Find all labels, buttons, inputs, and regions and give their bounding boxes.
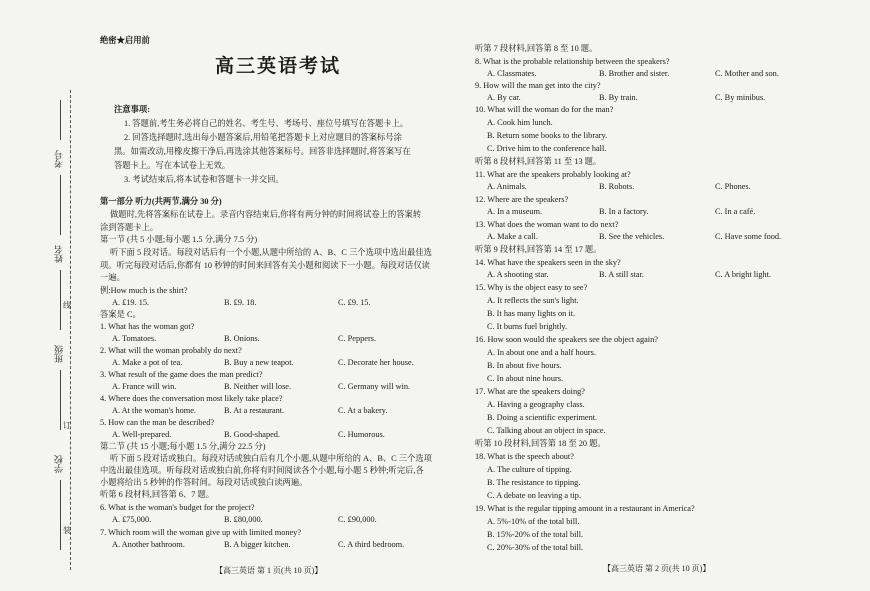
option: A. 5%-10% of the total bill. — [487, 517, 580, 526]
notice-line: 1. 答题前,考生务必将自己的姓名、考生号、考场号、座位号填写在答题卡上。 — [124, 119, 409, 128]
option: A. Animals. — [487, 182, 527, 191]
option: B. 15%-20% of the total bill. — [487, 530, 584, 539]
label-school: 学校 — [54, 455, 64, 473]
question: 1. What has the woman got? — [100, 322, 195, 331]
notice-line: 2. 回答选择题时,选出每小题答案后,用铅笔把答题卡上对应题目的答案标号涂 — [124, 133, 402, 142]
secret-label: 绝密★启用前 — [100, 36, 150, 45]
cut-line — [70, 90, 71, 570]
option: B. Robots. — [599, 182, 635, 191]
option: C. Peppers. — [338, 334, 377, 343]
page-footer: 【高三英语 第 2 页(共 10 页)】 — [603, 564, 711, 573]
option: C. Decorate her house. — [338, 358, 414, 367]
option: B. See the vehicles. — [599, 232, 665, 241]
option: C. In a café. — [715, 207, 756, 216]
option: C. Phones. — [715, 182, 751, 191]
question: 18. What is the speech about? — [475, 452, 574, 461]
option: A. In about one and a half hours. — [487, 348, 596, 357]
example-question: 例:How much is the shirt? — [100, 286, 188, 295]
option: C. A third bedroom. — [338, 540, 405, 549]
option: C. A debate on leaving a tip. — [487, 491, 582, 500]
option: A. In a museum. — [487, 207, 543, 216]
option: C. In about nine hours. — [487, 374, 564, 383]
option: A. Tomatoes. — [112, 334, 157, 343]
section2-intro: 小题将给出 5 秒钟的作答时间。每段对话或独白读两遍。 — [100, 478, 308, 487]
mark-bind: 订 — [63, 421, 71, 430]
section1-intro: 一遍。 — [100, 273, 125, 282]
question: 11. What are the speakers probably looking at? — [475, 170, 631, 179]
question: 3. What result of the game does the man predict? — [100, 370, 263, 379]
mark-pack: 装 — [63, 526, 71, 535]
option: B. In a factory. — [599, 207, 649, 216]
option: B. Onions. — [224, 334, 260, 343]
section2-intro: 中选出最佳选项。听每段对话或独白前,你将有时间阅读各个小题,每小题 5 秒钟;听完后,各 — [100, 466, 424, 475]
listen-instruction: 听第 7 段材料,回答第 8 至 10 题。 — [475, 44, 598, 53]
option: A. At the woman's home. — [112, 406, 196, 415]
part1-heading: 第一部分 听力(共两节,满分 30 分) — [100, 197, 222, 206]
question: 14. What have the speakers seen in the sky? — [475, 258, 621, 267]
option: A. France will win. — [112, 382, 177, 391]
question: 13. What does the woman want to do next? — [475, 220, 619, 229]
label-class: 班级 — [54, 345, 64, 363]
option: C. 20%-30% of the total bill. — [487, 543, 584, 552]
page-title: 高三英语考试 — [215, 55, 342, 77]
question: 4. Where does the conversation most likely take place? — [100, 394, 283, 403]
listen-instruction: 听第 9 段材料,回答第 14 至 17 题。 — [475, 245, 602, 254]
option: B. At a restaurant. — [224, 406, 285, 415]
option: C. Germany will win. — [338, 382, 411, 391]
option: B. Brother and sister. — [599, 69, 670, 78]
question: 17. What are the speakers doing? — [475, 387, 585, 396]
option: A. Well-prepared. — [112, 430, 172, 439]
option: C. ₤90,000. — [338, 515, 377, 524]
question: 2. What will the woman probably do next? — [100, 346, 242, 355]
section2-heading: 第二节 (共 15 小题;每小题 1.5 分,满分 22.5 分) — [100, 442, 266, 451]
question: 16. How soon would the speakers see the object again? — [475, 335, 658, 344]
question: 19. What is the regular tipping amount in a restaurant in America? — [475, 504, 695, 513]
question: 7. Which room will the woman give up with limited money? — [100, 528, 302, 537]
mark-line: 线 — [63, 301, 71, 310]
option: A. Classmates. — [487, 69, 537, 78]
part1-intro: 涂到答题卡上。 — [100, 223, 159, 232]
option: B. By train. — [599, 93, 638, 102]
question: 6. What is the woman's budget for the project? — [100, 503, 255, 512]
notice-line: 3. 考试结束后,将本试卷和答题卡一并交回。 — [124, 175, 284, 184]
notice-line: 黑。如需改动,用橡皮擦干净后,再选涂其他答案标号。回答非选择题时,将答案写在 — [114, 147, 411, 156]
option: B. A bigger kitchen. — [224, 540, 291, 549]
label-exam-number: 考号 — [54, 150, 64, 168]
question: 8. What is the probable relationship between the speakers? — [475, 57, 670, 66]
example-answer: 答案是 C。 — [100, 310, 141, 319]
option: C. Humorous. — [338, 430, 385, 439]
option: B. The resistance to tipping. — [487, 478, 581, 487]
option: A. By car. — [487, 93, 521, 102]
option: A. Cook him lunch. — [487, 118, 553, 127]
question: 15. Why is the object easy to see? — [475, 283, 588, 292]
listen-instruction: 听第 10 段材料,回答第 18 至 20 题。 — [475, 439, 606, 448]
question: 10. What will the woman do for the man? — [475, 105, 614, 114]
option: B. Doing a scientific experiment. — [487, 413, 598, 422]
option: B. ₤80,000. — [224, 515, 263, 524]
option: B. Good-shaped. — [224, 430, 280, 439]
page-footer: 【高三英语 第 1 页(共 10 页)】 — [215, 566, 323, 575]
option: B. It has many lights on it. — [487, 309, 576, 318]
option: B. Buy a new teapot. — [224, 358, 294, 367]
option: A. The culture of tipping. — [487, 465, 572, 474]
blank-line — [60, 370, 61, 430]
blank-line — [60, 270, 61, 330]
option: A. ₤75,000. — [112, 515, 152, 524]
option: B. A still star. — [599, 270, 644, 279]
question: 9. How will the man get into the city? — [475, 81, 601, 90]
question: 12. Where are the speakers? — [475, 195, 569, 204]
notice-heading: 注意事项: — [114, 105, 150, 114]
option: C. By minibus. — [715, 93, 766, 102]
option: A. ₤19. 15. — [112, 298, 150, 307]
option: B. ₤9. 18. — [224, 298, 257, 307]
option: B. Neither will lose. — [224, 382, 292, 391]
section1-heading: 第一节 (共 5 小题;每小题 1.5 分,满分 7.5 分) — [100, 235, 258, 244]
option: C. Mother and son. — [715, 69, 779, 78]
option: C. At a bakery. — [338, 406, 388, 415]
option: A. Having a geography class. — [487, 400, 585, 409]
option: B. Return some books to the library. — [487, 131, 608, 140]
question: 5. How can the man be described? — [100, 418, 215, 427]
binding-margin — [0, 0, 95, 591]
option: A. Make a pot of tea. — [112, 358, 183, 367]
listen-instruction: 听第 6 段材料,回答第 6、7 题。 — [100, 490, 215, 499]
notice-line: 答题卡上。写在本试卷上无效。 — [114, 161, 231, 170]
option: A. Another bathroom. — [112, 540, 185, 549]
option: A. Make a call. — [487, 232, 538, 241]
label-name: 姓名 — [54, 245, 64, 263]
option: B. In about five hours. — [487, 361, 562, 370]
option: A. A shooting star. — [487, 270, 549, 279]
part1-intro: 做题时,先将答案标在试卷上。录音内容结束后,你将有两分钟的时间将试卷上的答案转 — [110, 210, 422, 219]
option: C. Drive him to the conference hall. — [487, 144, 607, 153]
section1-intro: 听下面 5 段对话。每段对话后有一个小题,从题中所给的 A、B、C 三个选项中选出最佳选 — [110, 248, 432, 257]
option: C. Talking about an object in space. — [487, 426, 606, 435]
blank-line — [60, 100, 61, 140]
option: C. ₤9. 15. — [338, 298, 371, 307]
section2-intro: 听下面 5 段对话或独白。每段对话或独白后有几个小题,从题中所给的 A、B、C 三个选项 — [110, 454, 432, 463]
section1-intro: 项。听完每段对话后,你都有 10 秒钟的时间来回答有关小题和阅读下一小题。每段对话仅读 — [100, 261, 430, 270]
listen-instruction: 听第 8 段材料,回答第 11 至 13 题。 — [475, 157, 602, 166]
option: A. It reflects the sun's light. — [487, 296, 579, 305]
option: C. Have some food. — [715, 232, 782, 241]
blank-line — [60, 175, 61, 235]
blank-line — [60, 480, 61, 550]
option: C. It burns fuel brightly. — [487, 322, 568, 331]
option: C. A bright light. — [715, 270, 772, 279]
